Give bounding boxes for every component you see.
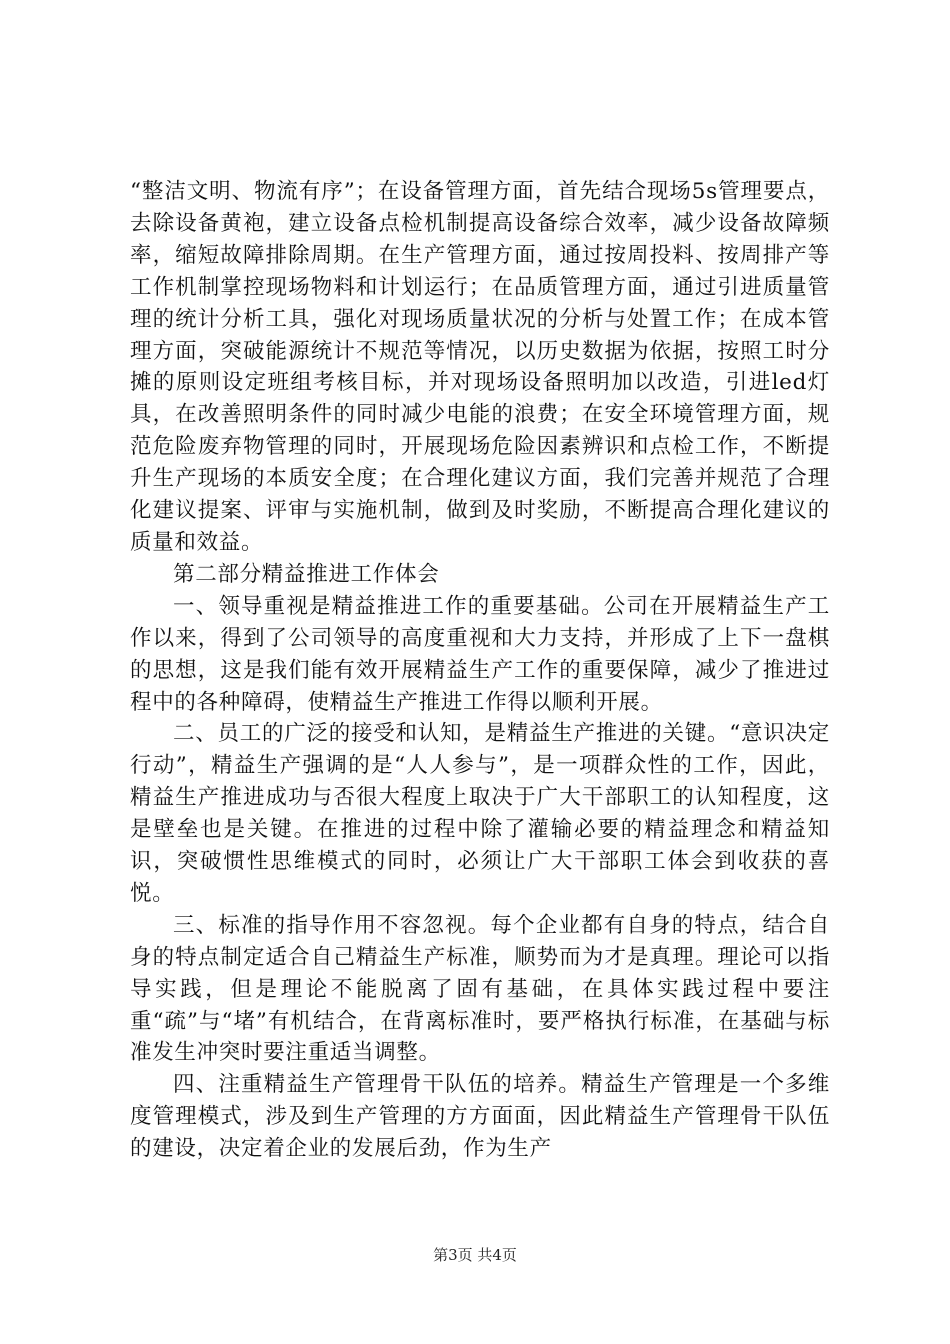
paragraph-point-one: 一、领导重视是精益推进工作的重要基础。公司在开展精益生产工作以来，得到了公司领导的高度重视和大力支持，并形成了上下一盘棋的思想，这是我们能有效开展精益生产工作的重要保障，减少了推进过程中的各种障碍，使精益生产推进工作得以顺利开展。 — [130, 593, 830, 715]
page-number-footer: 第3页 共4页 — [433, 1246, 517, 1264]
paragraph-point-four: 四、注重精益生产管理骨干队伍的培养。精益生产管理是一个多维度管理模式，涉及到生产管理的方方面面，因此精益生产管理骨干队伍的建设，决定着企业的发展后劲，作为生产 — [130, 1072, 830, 1162]
section-heading-part-two: 第二部分精益推进工作体会 — [173, 561, 440, 587]
body-text — [130, 176, 830, 1165]
paragraph-point-two: 二、员工的广泛的接受和认知，是精益生产推进的关键。“意识决定行动”，精益生产强调的是“人人参与”，是一项群众性的工作，因此，精益生产推进成功与否很大程度上取决于广大干部职工的认知程度，这是壁垒也是关键。在推进的过程中除了灌输必要的精益理念和精益知识，突破惯性思维模式的同时，必须让广大干部职工体会到收获的喜悦。 — [130, 721, 830, 906]
paragraph-point-three: 三、标准的指导作用不容忽视。每个企业都有自身的特点，结合自身的特点制定适合自己精益生产标准，顺势而为才是真理。理论可以指导实践，但是理论不能脱离了固有基础，在具体实践过程中要注重“疏”与“堵”有机结合，在背离标准时，要严格执行标准，在基础与标准发生冲突时要注重适当调整。 — [130, 912, 830, 1066]
paragraph-management-areas: “整洁文明、物流有序”；在设备管理方面，首先结合现场5s管理要点，去除设备黄袍，建立设备点检机制提高设备综合效率，减少设备故障频率，缩短故障排除周期。在生产管理方面，通过按周投料、按周排产等工作机制掌控现场物料和计划运行；在品质管理方面，通过引进质量管理的统计分析工具，强化对现场质量状况的分析与处置工作；在成本管理方面，突破能源统计不规范等情况，以历史数据为依据，按照工时分摊的原则设定班组考核目标，并对现场设备照明加以改造，引进led灯具，在改善照明条件的同时减少电能的浪费；在安全环境管理方面，规范危险废弃物管理的同时，开展现场危险因素辨识和点检工作，不断提升生产现场的本质安全度；在合理化建议方面，我们完善并规范了合理化建议提案、评审与实施机制，做到及时奖励，不断提高合理化建议的质量和效益。 — [130, 179, 830, 555]
